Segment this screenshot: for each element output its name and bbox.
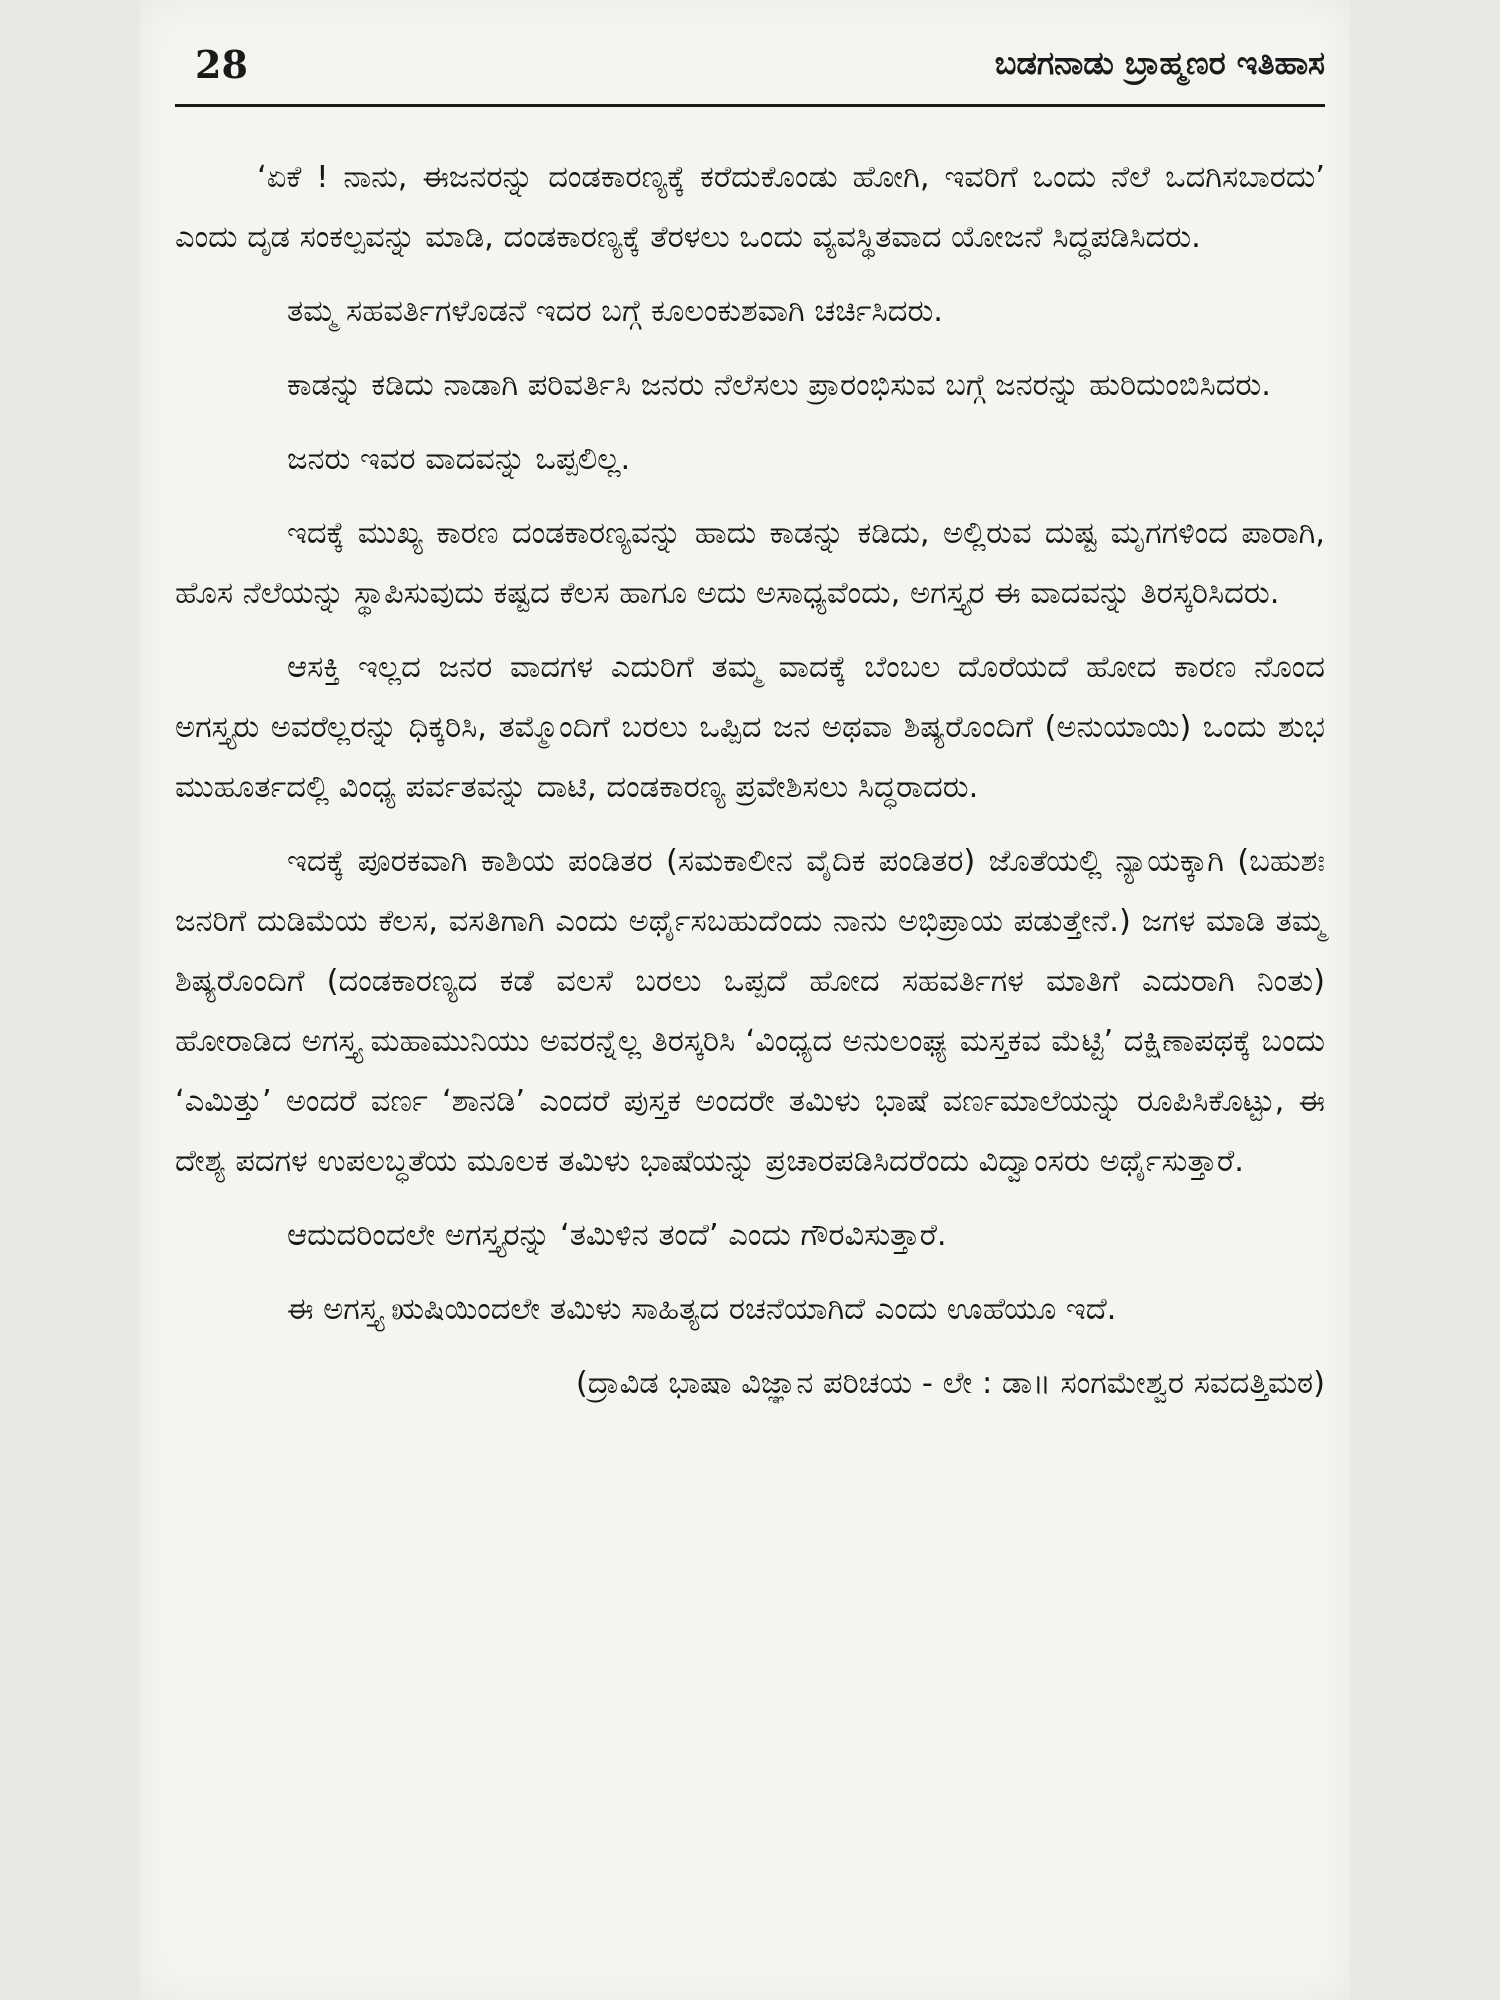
running-title: ಬಡಗನಾಡು ಬ್ರಾಹ್ಮಣರ ಇತಿಹಾಸ (994, 44, 1325, 82)
paragraph-3: ಕಾಡನ್ನು ಕಡಿದು ನಾಡಾಗಿ ಪರಿವರ್ತಿಸಿ ಜನರು ನೆಲೆಸಲು ಪ್ರಾರಂಭಿಸುವ ಬಗ್ಗೆ ಜನರನ್ನು ಹುರಿದುಂಬಿಸಿದರು. (287, 368, 1271, 403)
page-header (175, 38, 1325, 107)
paragraph-8: ಆದುದರಿಂದಲೇ ಅಗಸ್ತ್ಯರನ್ನು ‘ತಮಿಳಿನ ತಂದೆ’ ಎಂದು ಗೌರವಿಸುತ್ತಾರೆ. (287, 1218, 947, 1253)
citation: (ದ್ರಾವಿಡ ಭಾಷಾ ವಿಜ್ಞಾನ ಪರಿಚಯ - ಲೇ : ಡಾ॥ ಸಂಗಮೇಶ್ವರ ಸವದತ್ತಿಮಠ) (575, 1366, 1325, 1401)
paragraph-5: ಇದಕ್ಕೆ ಮುಖ್ಯ ಕಾರಣ ದಂಡಕಾರಣ್ಯವನ್ನು ಹಾದು ಕಾಡನ್ನು ಕಡಿದು, ಅಲ್ಲಿರುವ ದುಷ್ಟ ಮೃಗಗಳಿಂದ ಪಾರಾಗಿ, ಹೊಸ ನೆಲೆಯನ್ನು ಸ್ಥಾಪಿಸುವುದು ಕಷ್ಟದ ಕೆಲಸ ಹಾಗೂ ಅದು ಅಸಾಧ್ಯವೆಂದು, ಅಗಸ್ತ್ಯರ ಈ ವಾದವನ್ನು ತಿರಸ್ಕರಿಸಿದರು. (175, 516, 1325, 611)
page-number: 28 (195, 42, 248, 87)
page-body (175, 148, 1325, 1428)
paragraph-4: ಜನರು ಇವರ ವಾದವನ್ನು ಒಪ್ಪಲಿಲ್ಲ. (287, 442, 631, 477)
paragraph-1: ‘ಏಕೆ ! ನಾನು, ಈಜನರನ್ನು ದಂಡಕಾರಣ್ಯಕ್ಕೆ ಕರೆದುಕೊಂಡು ಹೋಗಿ, ಇವರಿಗೆ ಒಂದು ನೆಲೆ ಒದಗಿಸಬಾರದು’ ಎಂದು ದೃಡ ಸಂಕಲ್ಪವನ್ನು ಮಾಡಿ, ದಂಡಕಾರಣ್ಯಕ್ಕೆ ತೆರಳಲು ಒಂದು ವ್ಯವಸ್ಥಿತವಾದ ಯೋಜನೆ ಸಿದ್ಧಪಡಿಸಿದರು. (175, 160, 1325, 255)
paragraph-2: ತಮ್ಮ ಸಹವರ್ತಿಗಳೊಡನೆ ಇದರ ಬಗ್ಗೆ ಕೂಲಂಕುಶವಾಗಿ ಚರ್ಚಿಸಿದರು. (287, 294, 943, 329)
paragraph-6: ಆಸಕ್ತಿ ಇಲ್ಲದ ಜನರ ವಾದಗಳ ಎದುರಿಗೆ ತಮ್ಮ ವಾದಕ್ಕೆ ಬೆಂಬಲ ದೊರೆಯದೆ ಹೋದ ಕಾರಣ ನೊಂದ ಅಗಸ್ತ್ಯರು ಅವರೆಲ್ಲರನ್ನು ಧಿಕ್ಕರಿಸಿ, ತಮ್ಮೊಂದಿಗೆ ಬರಲು ಒಪ್ಪಿದ ಜನ ಅಥವಾ ಶಿಷ್ಯರೊಂದಿಗೆ (ಅನುಯಾಯಿ) ಒಂದು ಶುಭ ಮುಹೂರ್ತದಲ್ಲಿ ವಿಂಧ್ಯ ಪರ್ವತವನ್ನು ದಾಟಿ, ದಂಡಕಾರಣ್ಯ ಪ್ರವೇಶಿಸಲು ಸಿದ್ಧರಾದರು. (175, 650, 1325, 805)
paragraph-7: ಇದಕ್ಕೆ ಪೂರಕವಾಗಿ ಕಾಶಿಯ ಪಂಡಿತರ (ಸಮಕಾಲೀನ ವೈದಿಕ ಪಂಡಿತರ) ಜೊತೆಯಲ್ಲಿ ನ್ಯಾಯಕ್ಕಾಗಿ (ಬಹುಶಃ ಜನರಿಗೆ ದುಡಿಮೆಯ ಕೆಲಸ, ವಸತಿಗಾಗಿ ಎಂದು ಅರ್ಥೈಸಬಹುದೆಂದು ನಾನು ಅಭಿಪ್ರಾಯ ಪಡುತ್ತೇನೆ.) ಜಗಳ ಮಾಡಿ ತಮ್ಮ ಶಿಷ್ಯರೊಂದಿಗೆ (ದಂಡಕಾರಣ್ಯದ ಕಡೆ ವಲಸೆ ಬರಲು ಒಪ್ಪದೆ ಹೋದ ಸಹವರ್ತಿಗಳ ಮಾತಿಗೆ ಎದುರಾಗಿ ನಿಂತು) ಹೋರಾಡಿದ ಅಗಸ್ತ್ಯ ಮಹಾಮುನಿಯು ಅವರನ್ನೆಲ್ಲ ತಿರಸ್ಕರಿಸಿ ‘ವಿಂಧ್ಯದ ಅನುಲಂಘ್ಯ ಮಸ್ತಕವ ಮೆಟ್ಟಿ’ ದಕ್ಷಿಣಾಪಥಕ್ಕೆ ಬಂದು ‘ಎಮಿತ್ತು’ ಅಂದರೆ ವರ್ಣ ‘ಶಾನಡಿ’ ಎಂದರೆ ಪುಸ್ತಕ ಅಂದರೇ ತಮಿಳು ಭಾಷೆ ವರ್ಣಮಾಲೆಯನ್ನು ರೂಪಿಸಿಕೊಟ್ಟು, ಈ ದೇಶ್ಯ ಪದಗಳ ಉಪಲಬ್ಧತೆಯ ಮೂಲಕ ತಮಿಳು ಭಾಷೆಯನ್ನು ಪ್ರಚಾರಪಡಿಸಿದರೆಂದು ವಿದ್ವಾಂಸರು ಅರ್ಥೈಸುತ್ತಾರೆ. (175, 844, 1325, 1179)
paragraph-9: ಈ ಅಗಸ್ತ್ಯ ಋಷಿಯಿಂದಲೇ ತಮಿಳು ಸಾಹಿತ್ಯದ ರಚನೆಯಾಗಿದೆ ಎಂದು ಊಹೆಯೂ ಇದೆ. (287, 1292, 1117, 1327)
